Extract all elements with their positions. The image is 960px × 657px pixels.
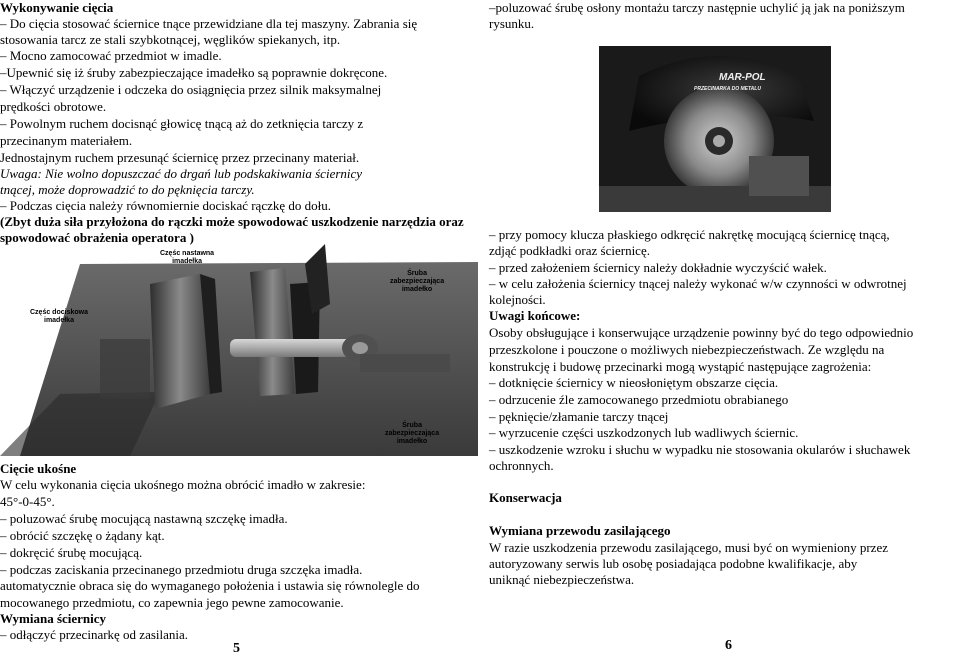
text-line: zdjąć podkładki oraz ściernicę. (489, 243, 650, 258)
text-line: – Powolnym ruchem docisnąć głowicę tnącą aż do zetknięcia tarczy z (0, 116, 364, 131)
text-line: mocowanego przedmiotu, co zapewnia jego pewne zamocowanie. (0, 595, 344, 610)
heading-wymiana-przewodu: Wymiana przewodu zasilającego (489, 523, 671, 538)
page-number: 6 (725, 638, 732, 653)
text-line: automatycznie obraca się do wymaganego położenia i ustawia się równolegle do (0, 578, 420, 593)
saw-photo (599, 46, 831, 212)
text-line: –Upewnić się iż śruby zabezpieczające imadełko są poprawnie dokręcone. (0, 65, 388, 80)
text-line: – dotknięcie ściernicy w nieosłoniętym obszarze cięcia. (489, 375, 779, 390)
bold-warning-line: spowodować obrażenia operatora ) (0, 230, 194, 245)
label-screw-bottom: Śruba zabezpieczająca imadełko (385, 422, 440, 445)
brand-caption: PRZECINARKA DO METALU (694, 86, 761, 92)
text-line: Jednostajnym ruchem przesunąć ściernicę przez przecinany materiał. (0, 150, 360, 165)
text-line: konstrukcję i budowę przecinarki mogą wystąpić następujące zagrożenia: (489, 359, 872, 374)
text-line: prędkości obrotowe. (0, 99, 107, 114)
text-line: – przed założeniem ściernicy należy dokładnie wyczyścić wałek. (489, 260, 827, 275)
label-pressure-part: Częśc dociskowa imadełka (30, 309, 88, 324)
heading-wymiana-sciernicy: Wymiana ściernicy (0, 611, 107, 626)
heading-wykonywanie: Wykonywanie cięcia (0, 0, 114, 15)
text-line: – odrzucenie źle zamocowanego przedmiotu obrabianego (489, 392, 789, 407)
text-line: stosowania tarcz ze stali szybkotnącej, węglików spiekanych, itp. (0, 32, 341, 47)
text-line: Osoby obsługujące i konserwujące urządzenie powinny być do tego odpowiednio (489, 325, 914, 340)
text-line: – wyrzucenie części uszkodzonych lub wadliwych ściernic. (489, 425, 799, 440)
text-line: przeszkolone i pouczone o możliwych niebezpieczeństwach. Ze względu na (489, 342, 885, 357)
brand-text: MAR-POL (719, 72, 766, 83)
text-line: – obrócić szczękę o żądany kąt. (0, 528, 165, 543)
text-line: W razie uszkodzenia przewodu zasilającego, musi być on wymieniony przez (489, 540, 888, 555)
text-line: autoryzowany serwis lub osobę posiadająca podobne kwalifikacje, aby (489, 556, 858, 571)
warning-line: Uwaga: Nie wolno dopuszczać do drgań lub podskakiwania ściernicy (0, 166, 363, 181)
label-movable-jaw: Częśc nastawna imadełka (160, 250, 215, 265)
label-screw-top: Śruba zabezpieczająca imadełko (390, 270, 445, 293)
text-line: uniknąć niebezpieczeństwa. (489, 572, 635, 587)
heading-uwagi-koncowe: Uwagi końcowe: (489, 308, 581, 323)
text-line: – odłączyć przecinarkę od zasilania. (0, 627, 189, 642)
text-line: ochronnych. (489, 458, 554, 473)
text-line: – przy pomocy klucza płaskiego odkręcić nakrętkę mocującą ściernicę tnącą, (489, 227, 890, 242)
text-line: przecinanym materiałem. (0, 133, 133, 148)
text-line: 45°-0-45°. (0, 494, 55, 509)
text-line: – poluzować śrubę mocującą nastawną szczękę imadła. (0, 511, 288, 526)
heading-ciecie-ukosne: Cięcie ukośne (0, 461, 77, 476)
text-line: – Do cięcia stosować ściernice tnące przewidziane dla tej maszyny. Zabrania się (0, 16, 418, 31)
text-line: – pęknięcie/złamanie tarczy tnącej (489, 409, 669, 424)
text-line: – Podczas cięcia należy równomiernie dociskać rączkę do dołu. (0, 198, 331, 213)
text-line: – Mocno zamocować przedmiot w imadle. (0, 48, 222, 63)
bold-warning-line: (Zbyt duża siła przyłożona do rączki może spowodować uszkodzenie narzędzia oraz (0, 214, 464, 229)
text-line: – uszkodzenie wzroku i słuchu w wypadku nie stosowania okularów i słuchawek (489, 442, 911, 457)
heading-konserwacja: Konserwacja (489, 490, 562, 505)
text-line: – dokręcić śrubę mocującą. (0, 545, 143, 560)
text-line: rysunku. (489, 16, 535, 31)
text-line: – Włączyć urządzenie i odczeka do osiągnięcia przez silnik maksymalnej (0, 82, 382, 97)
page-number: 5 (233, 641, 240, 656)
text-line: –poluzować śrubę osłony montażu tarczy następnie uchylić ją jak na poniższym (489, 0, 905, 15)
text-line: kolejności. (489, 292, 546, 307)
text-line: W celu wykonania cięcia ukośnego można obrócić imadło w zakresie: (0, 477, 366, 492)
text-line: – podczas zaciskania przecinanego przedmiotu druga szczęka imadła. (0, 562, 363, 577)
text-line: – w celu założenia ściernicy tnącej należy wykonać w/w czynności w odwrotnej (489, 276, 907, 291)
warning-line: tnącej, może doprowadzić to do pęknięcia tarczy. (0, 182, 255, 197)
